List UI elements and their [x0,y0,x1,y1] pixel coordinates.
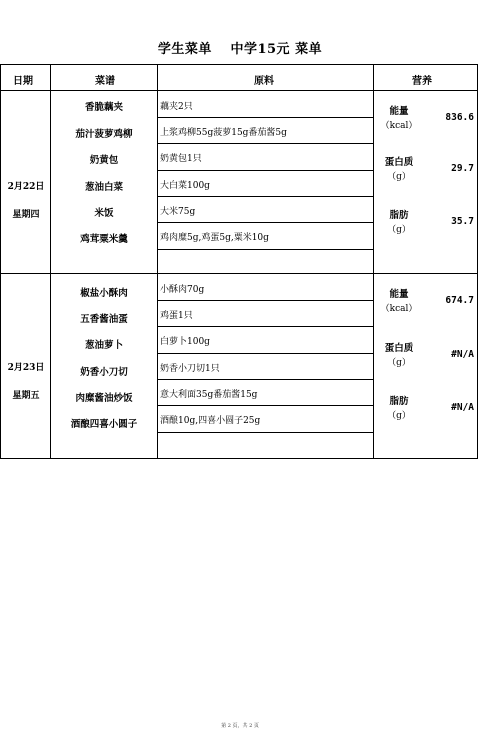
nutrition-name: 脂肪 [389,396,409,407]
nutrition-unit: （g） [387,225,411,235]
dish-name: 茄汁菠萝鸡柳 [75,129,133,140]
nutrition-unit: （kcal） [380,121,418,131]
ingredient-text: 酒酿10g,四喜小圆子25g [160,416,261,426]
table-header [1,65,477,91]
dish-name: 葱油白菜 [84,182,123,193]
nutrition-unit: （g） [387,358,411,368]
nutrition-name: 能量 [389,106,409,117]
nutrition-label [376,342,422,370]
nutrition-unit: （kcal） [380,304,418,314]
dish-name: 米饭 [94,208,114,219]
dish-name: 肉糜酱油炒饭 [75,393,133,404]
header-ingredients: 原料 [254,76,274,87]
menu-table [0,64,478,459]
row-line [157,249,373,250]
row-line [157,432,373,433]
nutrition-label [376,395,422,423]
page-footer: 第 2 页，共 2 页 [221,723,259,729]
nutrition-name: 脂肪 [389,210,409,221]
ingredient-text: 鸡肉糜5g,鸡蛋5g,粟米10g [160,233,269,243]
day-weekday: 星期四 [12,210,40,220]
page-title: 学生菜单 中学15元 菜单 [157,42,323,57]
row-line [157,326,373,327]
dish-name: 椒盐小酥肉 [80,288,128,299]
dish-name: 葱油萝卜 [84,340,123,351]
nutrition-value: 836.6 [445,112,474,123]
row-line [157,117,373,118]
ingredient-text: 奶香小刀切1只 [160,364,220,374]
nutrition-name: 能量 [389,289,409,300]
row-line [157,379,373,380]
nutrition-value: 674.7 [445,295,474,306]
row-line [157,196,373,197]
nutrition-label [376,105,422,133]
dish-name: 奶黄包 [89,155,119,166]
ingredient-text: 大白菜100g [160,181,210,191]
dish-name: 五香酱油蛋 [80,314,128,325]
ingredient-text: 小酥肉70g [160,285,205,295]
ingredient-text: 鸡蛋1只 [160,311,193,321]
ingredient-text: 藕夹2只 [160,102,193,112]
day-date: 2月23日 [7,363,45,373]
row-line [157,143,373,144]
nutrition-label [376,288,422,316]
nutrition-name: 蛋白质 [384,343,414,354]
day-weekday: 星期五 [12,391,40,401]
nutrition-value: 35.7 [451,216,474,227]
ingredient-text: 奶黄包1只 [160,154,202,164]
header-nutrition: 营养 [412,76,432,87]
header-date: 日期 [13,76,33,87]
header-dish: 菜谱 [95,76,115,87]
row-line [157,353,373,354]
row-line [157,300,373,301]
day-date: 2月22日 [7,182,45,192]
ingredient-text: 白萝卜100g [160,337,210,347]
row-line [157,170,373,171]
nutrition-label [376,209,422,237]
row-line [157,405,373,406]
nutrition-name: 蛋白质 [384,157,414,168]
nutrition-value: #N/A [451,349,474,360]
dish-name: 香脆藕夹 [84,102,123,113]
nutrition-unit: （g） [387,172,411,182]
nutrition-value: 29.7 [451,163,474,174]
ingredient-text: 上浆鸡柳55g菠萝15g番茄酱5g [160,128,287,138]
day-block [1,274,477,458]
nutrition-value: #N/A [451,402,474,413]
nutrition-label [376,156,422,184]
dish-name: 酒酿四喜小圆子 [70,419,138,430]
ingredient-text: 大米75g [160,207,196,217]
dish-name: 奶香小刀切 [80,367,128,378]
nutrition-unit: （g） [387,411,411,421]
day-block [1,91,477,273]
dish-name: 鸡茸粟米羹 [80,234,128,245]
row-line [157,222,373,223]
ingredient-text: 意大利面35g番茄酱15g [160,390,258,400]
